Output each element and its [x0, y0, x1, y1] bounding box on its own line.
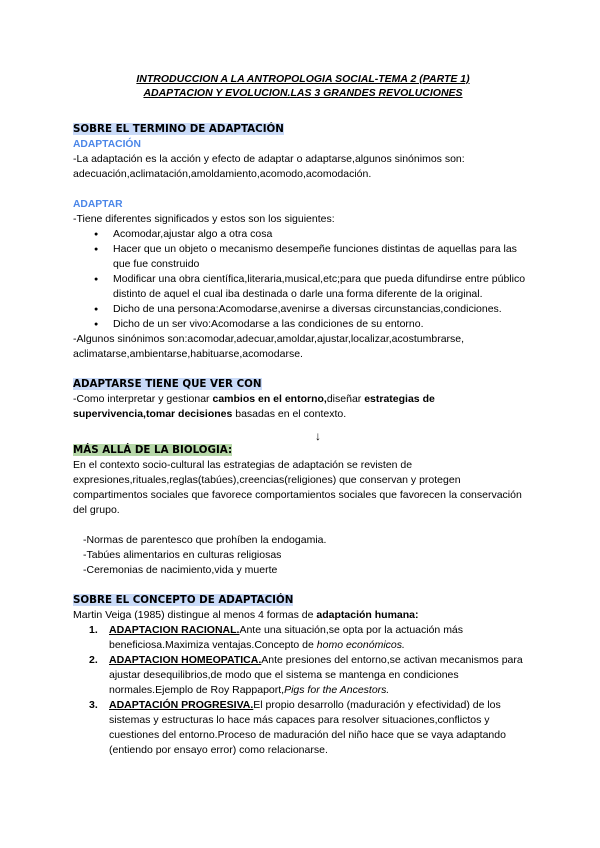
- title-line-1: INTRODUCCION A LA ANTROPOLOGIA SOCIAL-TEMA 2 (PARTE 1): [136, 73, 470, 85]
- adaptar-meanings-list: [73, 227, 533, 332]
- list-item: ● Acomodar,ajustar algo a otra cosa: [109, 227, 533, 242]
- list-item: -Tabúes alimentarios en culturas religiosas: [83, 549, 282, 561]
- list-item: 2. ADAPTACION HOMEOPATICA.Ante presiones del entorno,se activan mecanismos para ajustar desequilibrios,de modo que el sistema se mantenga en condiciones normales.Ejemplo de Roy Rappaport,Pigs for the Ancestors.: [89, 654, 523, 696]
- concepto-intro: Martin Veiga (1985) distingue al menos 4 formas de adaptación humana:: [73, 609, 419, 621]
- down-arrow-icon: ↓: [315, 429, 321, 443]
- biologia-examples: [73, 533, 533, 578]
- adaptar-intro: -Tiene diferentes significados y estos son los siguientes:: [73, 213, 335, 225]
- section-heading-termino: SOBRE EL TERMINO DE ADAPTACIÓN: [73, 123, 284, 135]
- section-heading-adaptarse: ADAPTARSE TIENE QUE VER CON: [73, 378, 262, 390]
- adaptation-forms-list: [73, 623, 533, 758]
- section-heading-biologia: MÁS ALLÁ DE LA BIOLOGIA:: [73, 444, 233, 456]
- list-item: 1. ADAPTACION RACIONAL.Ante una situación,se opta por la actuación más beneficiosa.Maximiza ventajas.Concepto de homo económicos.: [89, 624, 464, 651]
- list-item: -Ceremonias de nacimiento,vida y muerte: [83, 564, 278, 576]
- list-item: 3. ADAPTACIÓN PROGRESIVA.El propio desarrollo (maduración y efectividad) de los sistemas y estructuras lo hace más capaces para resolver situaciones,conflictos y cuestiones del entorno.Proceso de maduración del niño hace que se vaya adaptando (entiendo por ensayo error) como relacionarse.: [89, 699, 506, 756]
- document-page: [73, 72, 533, 758]
- list-item: ● Hacer que un objeto o mecanismo desempeñe funciones distintas de aquellas para las que fue construido: [109, 242, 533, 272]
- adaptar-synonyms: -Algunos sinónimos son:acomodar,adecuar,amoldar,ajustar,localizar,acostumbrarse, aclimatarse,ambientarse,habituarse,acomodarse.: [73, 333, 465, 360]
- subheading-adaptacion: ADAPTACIÓN: [73, 139, 141, 150]
- list-item: ● Dicho de un ser vivo:Acomodarse a las condiciones de su entorno.: [109, 317, 533, 332]
- document-title: [73, 72, 533, 100]
- list-item: ● Dicho de una persona:Acomodarse,avenirse a diversas circunstancias,condiciones.: [109, 302, 533, 317]
- section-heading-concepto: SOBRE EL CONCEPTO DE ADAPTACIÓN: [73, 594, 294, 606]
- list-item: -Normas de parentesco que prohíben la endogamia.: [83, 534, 327, 546]
- list-item: ● Modificar una obra científica,literaria,musical,etc;para que pueda difundirse entre público distinto de aquel el cual iba destinada o darle una forma diferente de la original.: [109, 272, 533, 302]
- biologia-text: En el contexto socio-cultural las estrategias de adaptación se revisten de expresiones,rituales,reglas(tabúes),creencias(religiones) que conservan y protegen compartimentos sociales que favorece comportamientos sociales que favorecen la conservación del grupo.: [73, 459, 522, 516]
- title-line-2: ADAPTACION Y EVOLUCION.LAS 3 GRANDES REVOLUCIONES: [143, 87, 463, 99]
- subheading-adaptar: ADAPTAR: [73, 199, 123, 210]
- adaptacion-definition: -La adaptación es la acción y efecto de adaptar o adaptarse,algunos sinónimos son: adecuación,aclimatación,amoldamiento,acomodo,acomodación.: [73, 153, 465, 180]
- adaptarse-text: -Como interpretar y gestionar cambios en el entorno,diseñar estrategias de supervivencia,tomar decisiones basadas en el contexto.: [73, 393, 435, 420]
